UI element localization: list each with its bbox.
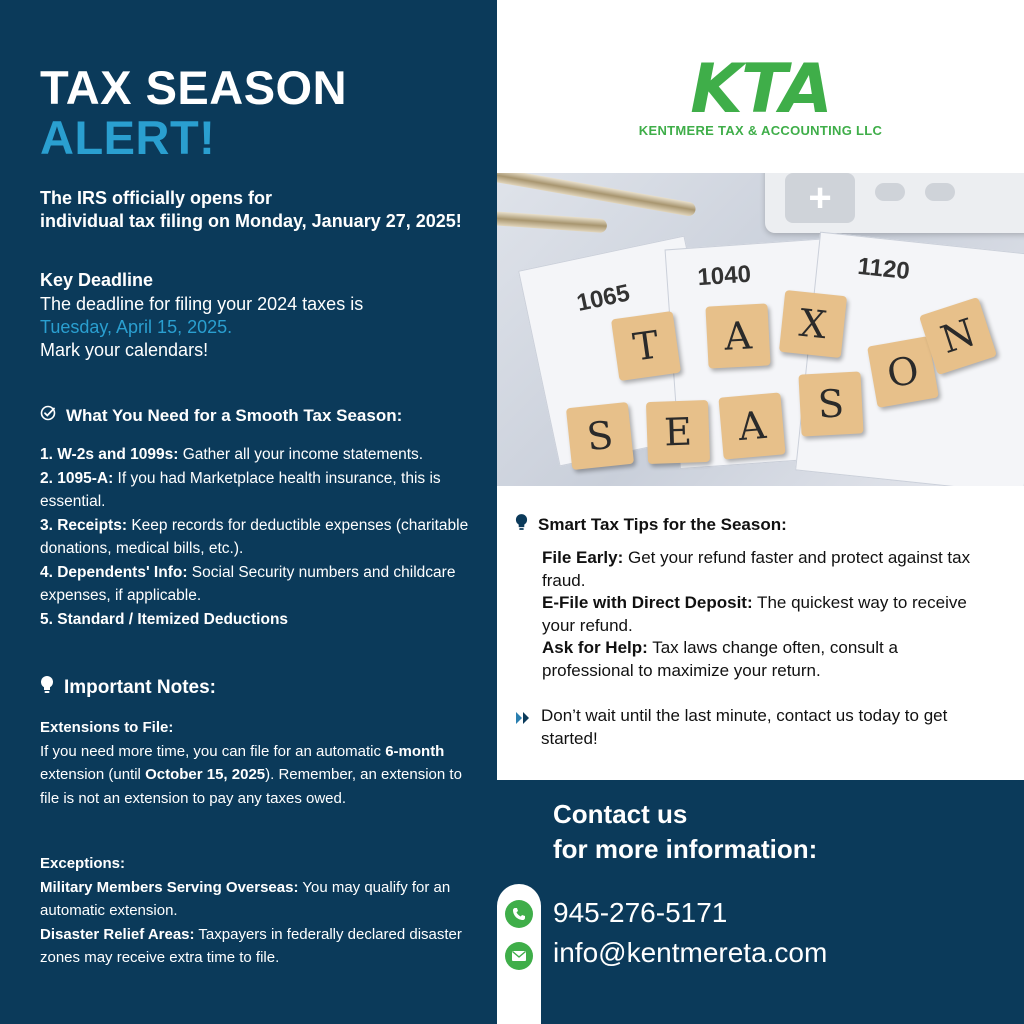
letter-tile: S: [566, 402, 634, 470]
intro-text: [40, 187, 490, 233]
lightbulb-icon: [515, 513, 528, 537]
list-item: [40, 467, 470, 514]
tip-text: The quickest way to receive your refund.: [542, 593, 967, 635]
phone-number[interactable]: 945-276-5171: [553, 897, 728, 928]
letter-tile: A: [718, 392, 785, 459]
title-line2: ALERT!: [40, 111, 216, 164]
list-item: [542, 637, 992, 682]
contact-panel: [497, 780, 1024, 1024]
list-item: [40, 443, 470, 467]
list-item: [542, 592, 992, 637]
letter-tile: N: [919, 297, 997, 375]
list-item-text: Keep records for deductible expenses (charitable donations, medical bills, etc.).: [40, 516, 469, 557]
ext-text-1: If you need more time, you can file for an automatic: [40, 742, 386, 760]
list-item-text: Gather all your income statements.: [178, 446, 424, 463]
form-number: 1120: [856, 252, 911, 286]
company-name: KENTMERE TAX & ACCOUNTING LLC: [638, 123, 883, 138]
exception-item: [40, 923, 470, 970]
form-number: 1040: [696, 260, 752, 292]
exception-text: You may qualify for an automatic extension.: [40, 878, 451, 919]
list-item-text: Social Security numbers and childcare expenses, if applicable.: [40, 563, 456, 604]
list-item: [542, 547, 992, 592]
letter-tile: T: [611, 311, 681, 381]
tip-text: Tax laws change often, consult a professional to maximize your return.: [542, 638, 898, 680]
key-deadline-line1: The deadline for filing your 2024 taxes is: [40, 294, 364, 314]
letter-tile: S: [798, 371, 863, 436]
key-deadline-body: [40, 293, 480, 362]
form-number: 1065: [574, 279, 633, 317]
left-panel: [0, 0, 497, 1024]
lightbulb-icon: [40, 675, 54, 701]
tax-season-photo: [497, 173, 1024, 486]
email-address[interactable]: info@kentmereta.com: [553, 937, 828, 968]
tip-label: File Early:: [542, 548, 624, 567]
key-deadline-line3: Mark your calendars!: [40, 340, 209, 360]
contact-heading-line1: Contact us: [553, 799, 688, 829]
tips-heading-text: Smart Tax Tips for the Season:: [538, 515, 787, 534]
letter-tile: E: [646, 400, 710, 464]
list-item-label: 2. 1095-A:: [40, 469, 114, 487]
list-item-label: 5. Standard / Itemized Deductions: [40, 610, 289, 628]
company-logo: [497, 50, 1024, 138]
exception-item: [40, 876, 470, 923]
list-item-text: If you had Marketplace health insurance, this is essential.: [40, 469, 441, 510]
contact-heading-line2: for more information:: [553, 834, 818, 864]
logo-mark: KTA: [690, 50, 831, 129]
call-to-action: [515, 705, 995, 750]
pen-shape: [497, 173, 697, 217]
ext-text-2: extension (until: [40, 766, 146, 783]
tip-label: E-File with Direct Deposit:: [542, 593, 753, 612]
exceptions-section: [40, 852, 470, 970]
need-heading-text: What You Need for a Smooth Tax Season:: [66, 405, 403, 425]
extensions-text: [40, 740, 470, 811]
calculator-shape: +: [765, 173, 1024, 233]
notes-heading: [40, 675, 216, 701]
key-deadline-heading: Key Deadline: [40, 270, 154, 290]
extensions-section: [40, 716, 470, 810]
intro-line1: The IRS officially opens for: [40, 188, 273, 208]
exception-text: Taxpayers in federally declared disaster zones may receive extra time to file.: [40, 925, 462, 966]
double-chevron-right-icon: [515, 709, 531, 750]
need-heading: [40, 405, 402, 426]
list-item: [40, 514, 470, 561]
list-item: [40, 561, 470, 608]
notes-heading-text: Important Notes:: [64, 677, 216, 698]
intro-line2: individual tax filing on Monday, January 27, 2025!: [40, 211, 462, 231]
list-item-label: 1. W-2s and 1099s:: [40, 446, 179, 463]
list-item-label: 3. Receipts:: [40, 516, 128, 534]
exceptions-heading: Exceptions:: [40, 855, 126, 872]
check-circle-icon: [40, 405, 56, 426]
tips-list: [542, 547, 992, 682]
tips-heading: [515, 513, 787, 537]
exception-label: Military Members Serving Overseas:: [40, 878, 299, 896]
ext-text-3: ). Remember, an extension to file is not an extension to pay any taxes owed.: [40, 766, 462, 807]
list-item: [40, 608, 470, 632]
right-panel: [497, 0, 1024, 780]
need-list: [40, 443, 470, 631]
letter-tile: O: [867, 336, 939, 408]
extensions-heading: Extensions to File:: [40, 719, 174, 736]
email-icon: [505, 942, 533, 970]
list-item-label: 4. Dependents' Info:: [40, 563, 188, 581]
letter-tile: A: [705, 303, 770, 368]
contact-heading: [553, 797, 817, 867]
exception-label: Disaster Relief Areas:: [40, 925, 195, 943]
phone-icon: [505, 900, 533, 928]
cta-text: Don’t wait until the last minute, contact us today to get started!: [541, 706, 948, 748]
tip-text: Get your refund faster and protect against tax fraud.: [542, 548, 971, 590]
pen-shape: [497, 211, 607, 233]
ext-bold-2: October 15, 2025: [145, 766, 266, 783]
key-deadline-date: Tuesday, April 15, 2025.: [40, 317, 233, 337]
letter-tile: X: [779, 290, 847, 358]
ext-bold-1: 6-month: [385, 742, 445, 760]
title-line1: TAX SEASON: [40, 61, 348, 114]
tip-label: Ask for Help:: [542, 638, 648, 657]
